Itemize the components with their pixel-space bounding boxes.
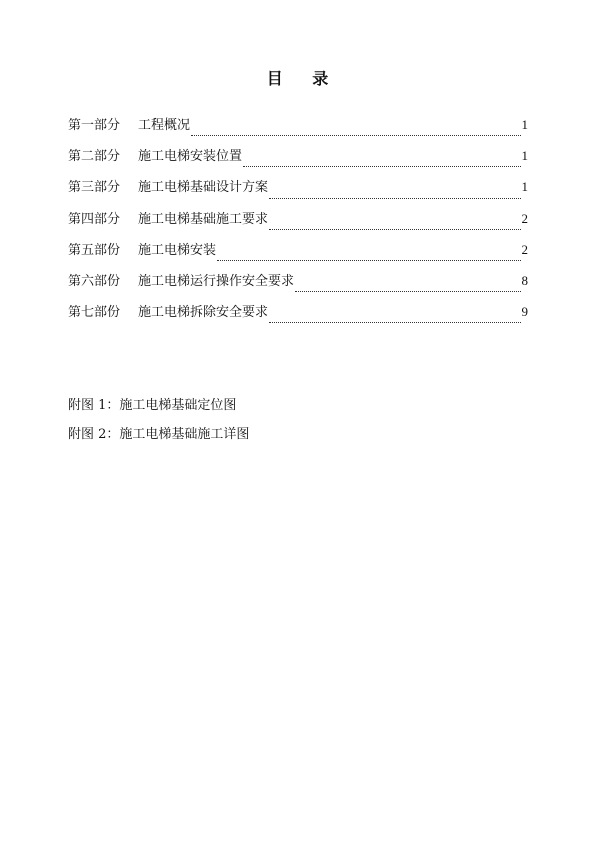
toc-entry — [68, 176, 528, 207]
toc-page-number: 1 — [521, 117, 528, 132]
toc-leader-dots — [269, 229, 520, 230]
toc-title: 施工电梯基础设计方案 — [138, 180, 269, 196]
toc-entry — [68, 301, 528, 332]
toc-leader-dots — [217, 260, 520, 261]
toc-part-label: 第二部分 — [68, 149, 121, 165]
toc-leader-dots — [269, 198, 520, 199]
toc-entry — [68, 208, 528, 239]
toc-part-label: 第五部份 — [68, 242, 121, 258]
toc-page-number: 1 — [521, 148, 528, 164]
toc-leader-dots — [243, 166, 520, 167]
toc-title: 工程概况 — [138, 118, 191, 133]
toc-title: 施工电梯运行操作安全要求 — [138, 273, 295, 289]
table-of-contents — [68, 114, 528, 332]
toc-page-number: 2 — [521, 210, 528, 226]
appendix-list — [68, 394, 528, 452]
toc-entry — [68, 239, 528, 270]
toc-entry — [68, 114, 528, 145]
toc-part-label: 第三部分 — [68, 180, 121, 196]
toc-entry — [68, 270, 528, 301]
toc-leader-dots — [295, 291, 520, 292]
toc-page-number: 1 — [521, 179, 528, 195]
toc-page-number: 2 — [521, 241, 528, 257]
toc-part-label: 第一部分 — [68, 118, 121, 133]
appendix-item: 附图 2：施工电梯基础施工详图 — [68, 427, 250, 442]
toc-title: 施工电梯拆除安全要求 — [138, 305, 269, 321]
page-title: 目 录 — [266, 69, 341, 88]
toc-part-label: 第七部份 — [68, 305, 121, 321]
toc-page-number: 9 — [521, 304, 528, 320]
toc-title: 施工电梯基础施工要求 — [138, 211, 269, 227]
toc-part-label: 第四部分 — [68, 211, 121, 227]
toc-leader-dots — [269, 322, 520, 323]
toc-title: 施工电梯安装 — [138, 242, 217, 258]
toc-page-number: 8 — [521, 272, 528, 288]
toc-title: 施工电梯安装位置 — [138, 149, 243, 165]
toc-leader-dots — [191, 135, 520, 136]
appendix-item: 附图 1：施工电梯基础定位图 — [68, 398, 237, 413]
toc-part-label: 第六部份 — [68, 273, 121, 289]
toc-entry — [68, 145, 528, 176]
